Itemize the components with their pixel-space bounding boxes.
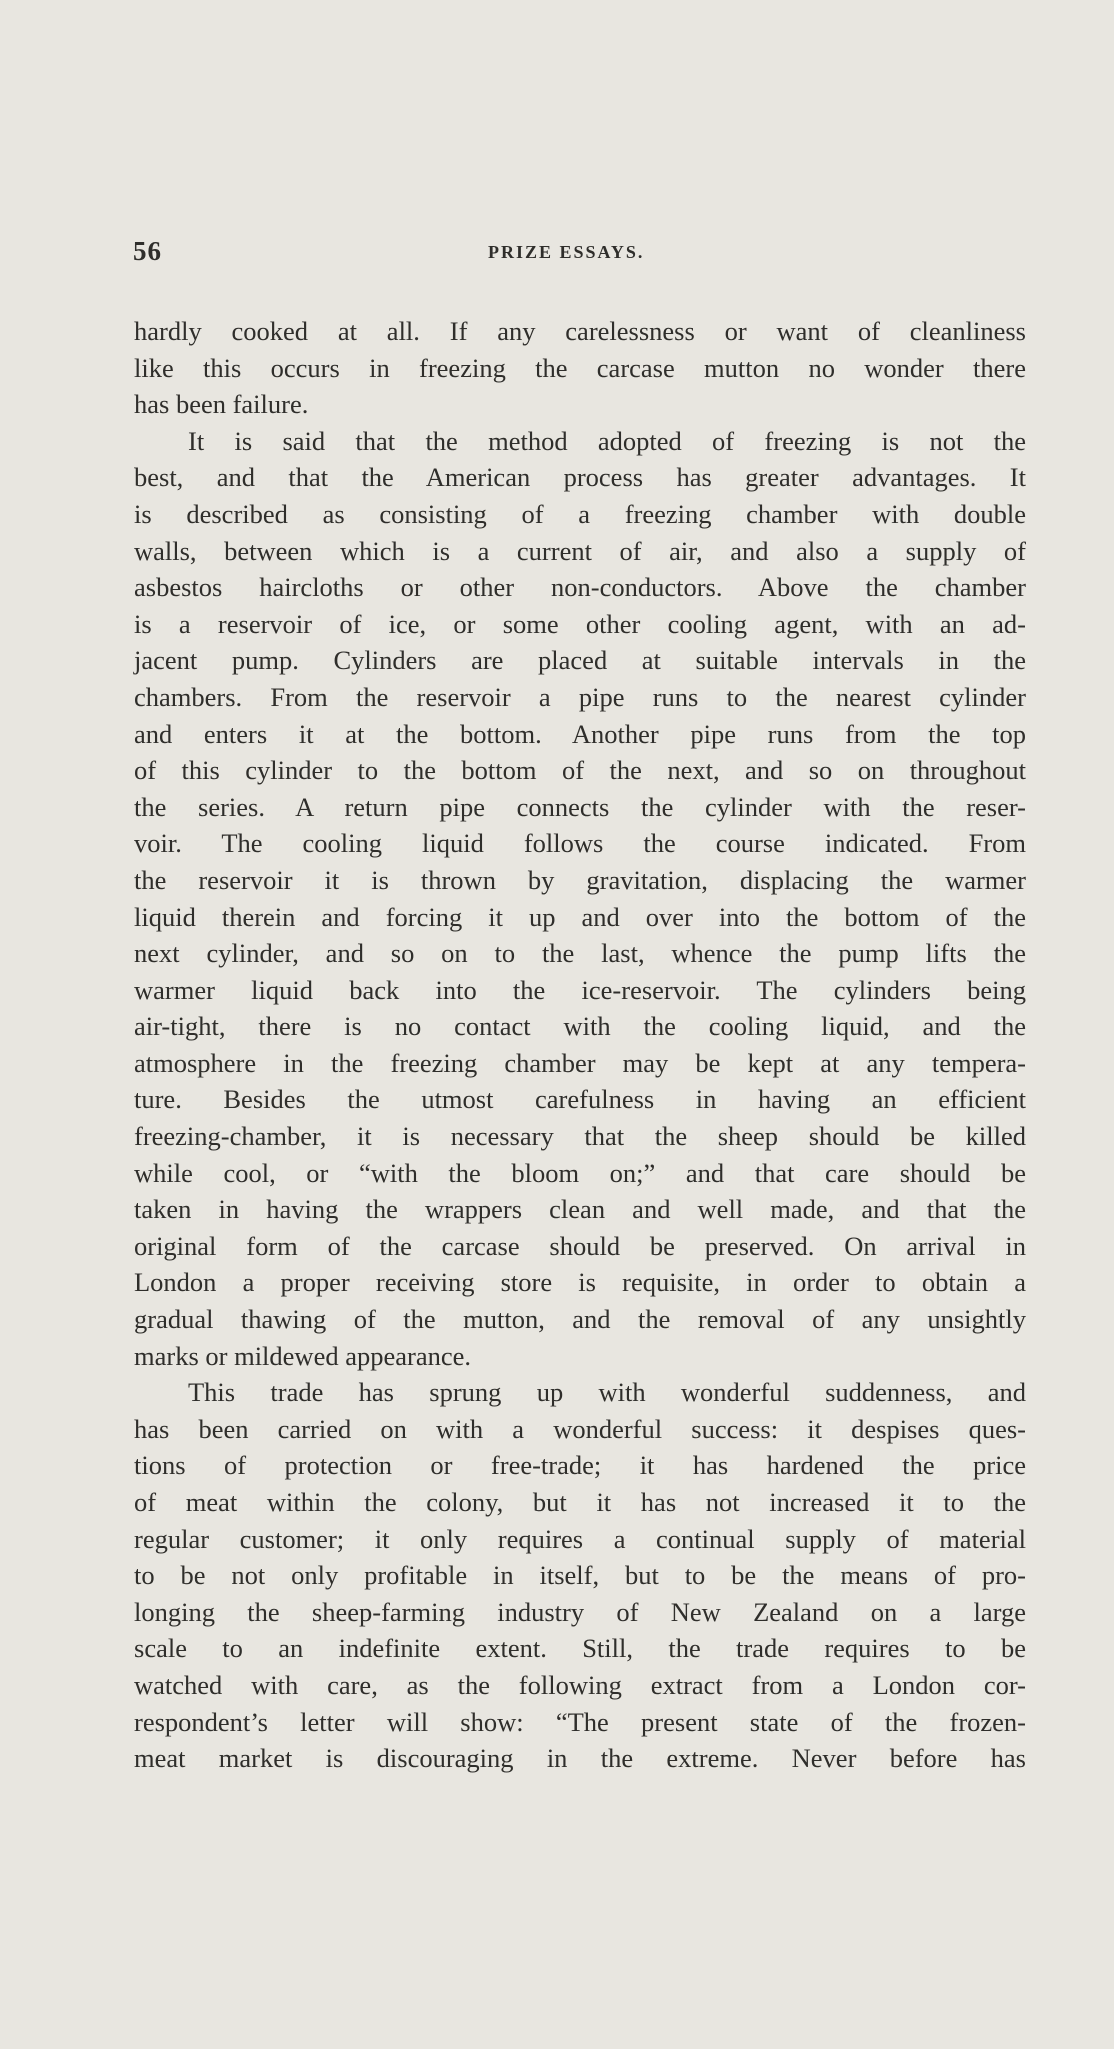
text-line: is described as consisting of a freezing chamber with double [134,498,1026,529]
text-line: walls, between which is a current of air, and also a supply of [134,535,1026,566]
text-line: air-tight, there is no contact with the cooling liquid, and the [134,1011,1026,1042]
text-line: the reservoir it is thrown by gravitation, displacing the warmer [134,864,1026,895]
running-head [133,236,1033,276]
text-line: warmer liquid back into the ice-reservoir. The cylinders being [134,974,1026,1005]
text-line: longing the sheep-farming industry of New Zealand on a large [134,1596,1026,1627]
text-line: and enters it at the bottom. Another pipe runs from the top [134,718,1026,749]
text-line: voir. The cooling liquid follows the course indicated. From [134,828,1026,859]
text-line: It is said that the method adopted of freezing is not the [188,425,1026,456]
text-line: tions of protection or free-trade; it has hardened the price [134,1450,1026,1481]
text-line: watched with care, as the following extract from a London cor- [134,1669,1026,1700]
text-line: best, and that the American process has greater advantages. It [134,462,1026,493]
paragraph-1 [134,313,1026,423]
text-line: original form of the carcase should be preserved. On arrival in [134,1230,1026,1261]
text-line: asbestos haircloths or other non-conductors. Above the chamber [134,572,1026,603]
text-line: of this cylinder to the bottom of the next, and so on throughout [134,755,1026,786]
text-line: This trade has sprung up with wonderful suddenness, and [188,1377,1026,1408]
text-line: next cylinder, and so on to the last, whence the pump lifts the [134,938,1026,969]
text-line: the series. A return pipe connects the cylinder with the reser- [134,791,1026,822]
running-title: PRIZE ESSAYS. [488,242,645,262]
text-line: of meat within the colony, but it has not increased it to the [134,1487,1026,1517]
body-text [134,313,1026,1777]
text-line: jacent pump. Cylinders are placed at suitable intervals in the [134,645,1026,676]
text-line: hardly cooked at all. If any carelessness or want of cleanliness [134,316,1026,346]
text-line: meat market is discouraging in the extreme. Never before has [134,1743,1026,1774]
text-line: has been failure. [134,389,309,420]
text-line: scale to an indefinite extent. Still, the trade requires to be [134,1633,1026,1664]
paragraph-3 [134,1374,1026,1777]
text-line: while cool, or “with the bloom on;” and that care should be [134,1157,1026,1188]
text-line: regular customer; it only requires a continual supply of material [134,1523,1026,1554]
text-line: like this occurs in freezing the carcase mutton no wonder there [134,352,1026,383]
paragraph-2 [134,423,1026,1374]
text-line: freezing-chamber, it is necessary that the sheep should be killed [134,1121,1026,1152]
text-line: respondent’s letter will show: “The present state of the frozen- [134,1706,1026,1737]
text-line: atmosphere in the freezing chamber may be kept at any tempera- [134,1047,1026,1078]
text-line: gradual thawing of the mutton, and the removal of any unsightly [134,1304,1026,1335]
text-line: marks or mildewed appearance. [134,1340,471,1371]
text-line: ture. Besides the utmost carefulness in having an efficient [134,1084,1026,1115]
text-line: to be not only profitable in itself, but to be the means of pro- [134,1560,1026,1591]
text-line: taken in having the wrappers clean and well made, and that the [134,1194,1026,1225]
text-line: chambers. From the reservoir a pipe runs to the nearest cylinder [134,681,1026,712]
text-line: London a proper receiving store is requisite, in order to obtain a [134,1267,1026,1298]
text-line: is a reservoir of ice, or some other cooling agent, with an ad- [134,608,1026,639]
text-line: has been carried on with a wonderful success: it despises ques- [134,1413,1026,1444]
page-number: 56 [133,236,162,266]
text-line: liquid therein and forcing it up and over into the bottom of the [134,901,1026,932]
